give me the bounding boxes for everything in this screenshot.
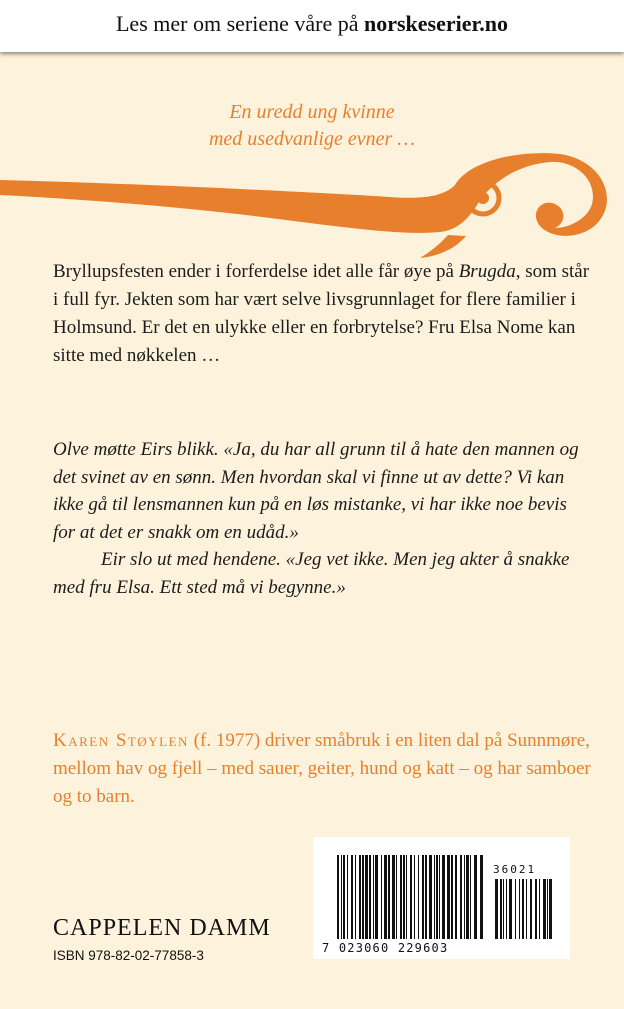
book-excerpt <box>53 436 593 601</box>
author-name: Karen Støylen <box>53 730 189 751</box>
price-code: 36021 <box>493 863 537 876</box>
tagline-line-2: med usedvanlige evner … <box>208 128 416 150</box>
tagline-line-1: En uredd ung kvinne <box>229 101 395 123</box>
author-bio-text: (f. 1977) driver småbruk i en liten dal på Sunnmøre, mellom hav og fjell – med sauer, geiter, hund og katt – og har samboer og to barn. <box>53 730 591 807</box>
publisher-logo: CAPPELEN DAMM <box>53 915 271 941</box>
author-bio <box>53 727 613 811</box>
banner-prefix: Les mer om seriene våre på <box>115 11 364 36</box>
banner-site-link[interactable]: norskeserier.no <box>363 11 508 36</box>
ship-name: Brugda <box>458 261 516 282</box>
isbn-number: ISBN 978-82-02-77858-3 <box>53 948 204 963</box>
excerpt-paragraph-2: Eir slo ut med hendene. «Jeg vet ikke. Men jeg akter å snakke med fru Elsa. Ett sted må vi begynne.» <box>53 549 570 598</box>
orange-swirl-ornament <box>0 140 624 270</box>
back-cover-blurb <box>53 258 593 370</box>
excerpt-paragraph-1: Olve møtte Eirs blikk. «Ja, du har all grunn til å hate den mannen og det svinet av en sønn. Men hvordan skal vi finne ut av dette? Vi kan ikke gå til lensmannen kun på en løs mistanke, vi har ikke noe bevis for at det er snakk om en udåd.» <box>53 439 579 543</box>
blurb-text-2: , som står i full fyr. Jekten som har vært selve livsgrunnlaget for flere familier i Holmsund. Er det en ulykke eller en forbrytelse? Fru Elsa Nome kan sitte med nøkkelen … <box>53 261 590 366</box>
top-banner <box>0 0 624 52</box>
blurb-text-1: Bryllupsfesten ender i forferdelse idet alle får øye på <box>53 261 459 282</box>
ean-digits: 7 023060 229603 <box>322 941 449 955</box>
banner-text <box>0 11 624 37</box>
